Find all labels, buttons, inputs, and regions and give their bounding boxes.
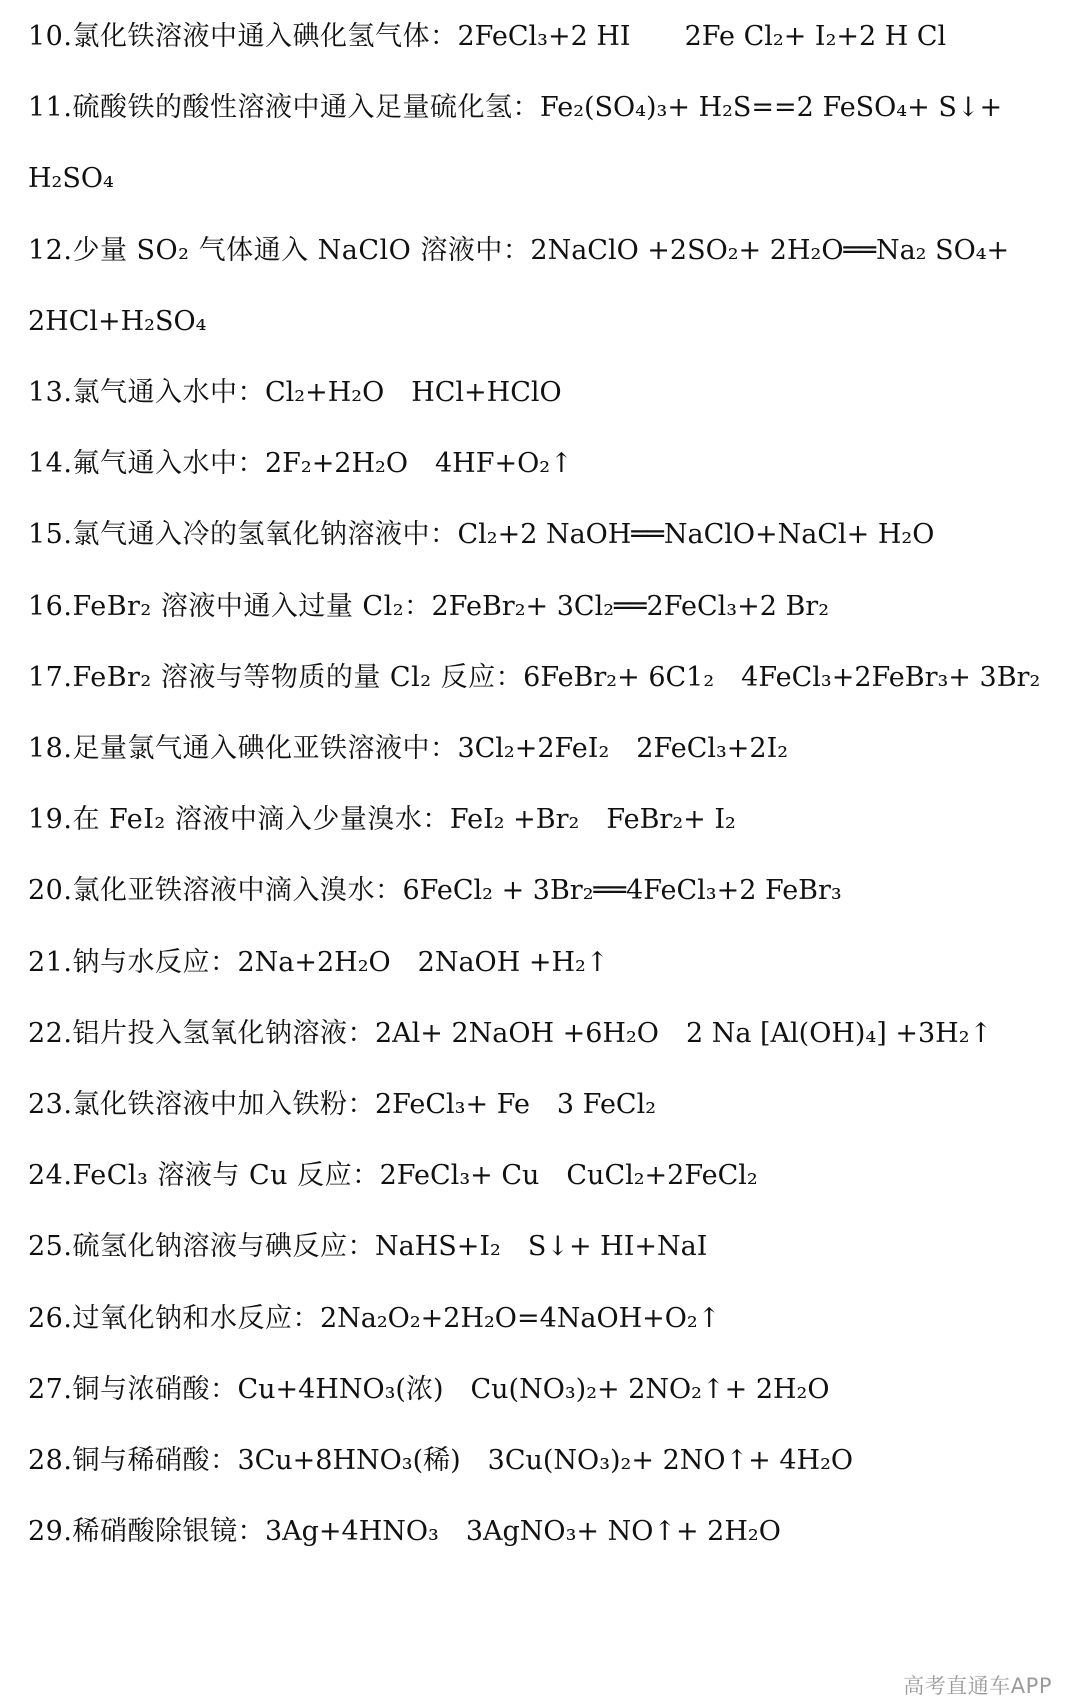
- reaction-description: 足量氯气通入碘化亚铁溶液中：: [72, 733, 458, 764]
- item-number: 26.: [28, 1302, 73, 1334]
- chemical-equation: 2FeCl₃+ Cu CuCl₂+2FeCl₂: [379, 1160, 758, 1192]
- chemical-equation: 2F₂+2H₂O 4HF+O₂↑: [264, 448, 573, 480]
- item-number: 17.: [28, 661, 73, 693]
- item-number: 12.: [28, 234, 73, 266]
- chemical-equation: 2FeCl₃+2 HI 2Fe Cl₂+ I₂+2 H Cl: [457, 21, 947, 52]
- watermark: 高考直通车APP: [903, 1674, 1052, 1698]
- equation-continuation-line: [28, 297, 1058, 347]
- item-number: 28.: [28, 1445, 73, 1476]
- equation-line: [28, 83, 1058, 133]
- item-number: 24.: [28, 1160, 73, 1192]
- item-number: 22.: [28, 1017, 73, 1049]
- item-number: 16.: [28, 590, 73, 622]
- item-number: 13.: [28, 377, 73, 408]
- reaction-description: 在 FeI₂ 溶液中滴入少量溴水：: [72, 804, 450, 836]
- equation-line: [28, 1009, 1058, 1059]
- chemical-equation: 2FeCl₃+ Fe 3 FeCl₂: [374, 1089, 657, 1120]
- item-number: 21.: [28, 946, 73, 978]
- item-number: 11.: [28, 92, 73, 124]
- chemical-equation: H₂SO₄: [28, 163, 114, 195]
- equation-continuation-line: [28, 154, 1058, 204]
- equation-line: [28, 866, 1058, 916]
- equation-line: [28, 1436, 1058, 1486]
- reaction-description: 氯化铁溶液中通入碘化氢气体：: [72, 21, 458, 52]
- equation-line: [28, 12, 1058, 62]
- equation-line: [28, 795, 1058, 845]
- reaction-description: 过氧化钠和水反应：: [72, 1302, 320, 1334]
- chemical-equation: Fe₂(SO₄)₃+ H₂S==2 FeSO₄+ S↓+: [539, 92, 1003, 124]
- chemical-equation: 3Cu+8HNO₃(稀) 3Cu(NO₃)₂+ 2NO↑+ 4H₂O: [237, 1445, 854, 1476]
- reaction-description: 稀硝酸除银镜：: [72, 1516, 265, 1548]
- equation-line: [28, 1080, 1058, 1130]
- item-number: 14.: [28, 448, 73, 480]
- equation-line: [28, 724, 1058, 774]
- reaction-description: 铜与稀硝酸：: [72, 1445, 238, 1476]
- item-number: 20.: [28, 875, 73, 907]
- item-number: 25.: [28, 1231, 73, 1263]
- equation-line: [28, 368, 1058, 418]
- equation-line: [28, 1294, 1058, 1344]
- chemical-equation: NaHS+I₂ S↓+ HI+NaI: [374, 1231, 708, 1263]
- reaction-description: 少量 SO₂ 气体通入 NaClO 溶液中：: [72, 234, 531, 266]
- reaction-description: 铝片投入氢氧化钠溶液：: [72, 1017, 375, 1049]
- reaction-description: 硫氢化钠溶液与碘反应：: [72, 1231, 375, 1263]
- item-number: 23.: [28, 1089, 73, 1120]
- item-number: 15.: [28, 519, 73, 551]
- equation-line: [28, 1365, 1058, 1415]
- reaction-description: 氯气通入水中：: [72, 377, 265, 408]
- chemical-equation: 2NaClO +2SO₂+ 2H₂O══Na₂ SO₄+: [530, 234, 1010, 266]
- reaction-description: 氟气通入水中：: [72, 448, 265, 480]
- equation-line: [28, 226, 1058, 276]
- equation-line: [28, 439, 1058, 489]
- chemical-equation: FeI₂ +Br₂ FeBr₂+ I₂: [449, 804, 736, 836]
- reaction-description: 钠与水反应：: [72, 946, 238, 978]
- reaction-description: 氯化亚铁溶液中滴入溴水：: [72, 875, 403, 907]
- chemical-equation: 3Ag+4HNO₃ 3AgNO₃+ NO↑+ 2H₂O: [264, 1516, 781, 1548]
- chemical-equation: Cu+4HNO₃(浓) Cu(NO₃)₂+ 2NO₂↑+ 2H₂O: [237, 1373, 830, 1405]
- chemical-equation: 2Na+2H₂O 2NaOH +H₂↑: [237, 946, 609, 978]
- reaction-description: FeCl₃ 溶液与 Cu 反应：: [72, 1160, 380, 1192]
- equation-line: [28, 1222, 1058, 1272]
- item-number: 18.: [28, 733, 73, 764]
- chemical-equation: 2Al+ 2NaOH +6H₂O 2 Na [Al(OH)₄] +3H₂↑: [374, 1017, 993, 1049]
- reaction-description: FeBr₂ 溶液与等物质的量 Cl₂ 反应：: [72, 661, 524, 693]
- chemical-equation: 3Cl₂+2FeI₂ 2FeCl₃+2I₂: [457, 733, 789, 764]
- equation-line: [28, 1151, 1058, 1201]
- chemical-equation: 6FeBr₂+ 6C1₂ 4FeCl₃+2FeBr₃+ 3Br₂: [523, 661, 1041, 693]
- reaction-description: 氯气通入冷的氢氧化钠溶液中：: [72, 519, 458, 551]
- chemical-equation: 2Na₂O₂+2H₂O=4NaOH+O₂↑: [319, 1302, 721, 1334]
- reaction-description: 硫酸铁的酸性溶液中通入足量硫化氢：: [72, 92, 540, 124]
- reaction-description: 氯化铁溶液中加入铁粉：: [72, 1089, 375, 1120]
- reaction-description: 铜与浓硝酸：: [72, 1373, 238, 1405]
- chemical-equation: 2HCl+H₂SO₄: [28, 305, 207, 337]
- equation-line: [28, 1507, 1058, 1557]
- item-number: 10.: [28, 21, 73, 52]
- chemical-equation: 6FeCl₂ + 3Br₂══4FeCl₃+2 FeBr₃: [402, 875, 842, 907]
- item-number: 29.: [28, 1516, 73, 1548]
- item-number: 27.: [28, 1373, 73, 1405]
- chemical-equation: Cl₂+H₂O HCl+HClO: [264, 377, 562, 408]
- equation-line: [28, 938, 1058, 988]
- chemical-equation: 2FeBr₂+ 3Cl₂══2FeCl₃+2 Br₂: [431, 590, 830, 622]
- item-number: 19.: [28, 804, 73, 836]
- equation-line: [28, 582, 1058, 632]
- reaction-description: FeBr₂ 溶液中通入过量 Cl₂：: [72, 590, 432, 622]
- chemical-equation: Cl₂+2 NaOH══NaClO+NaCl+ H₂O: [457, 519, 935, 551]
- equation-line: [28, 510, 1058, 560]
- equation-line: [28, 653, 1058, 703]
